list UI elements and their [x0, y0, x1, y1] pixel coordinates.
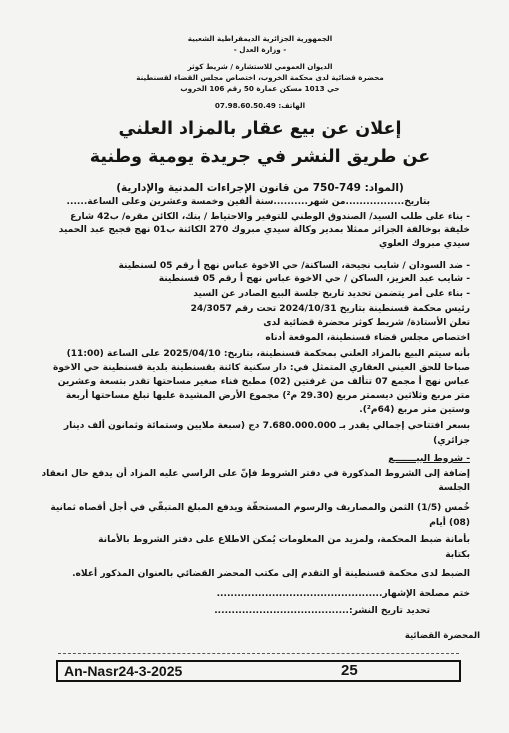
- header-republic: الجمهورية الجزائرية الديمقراطية الشعبية: [187, 34, 333, 43]
- body-line-order-1: - بناء على أمر يتضمن تحديد تاريخ جلسة البيع الصادر عن السيد: [193, 289, 470, 299]
- signature-label: المحضرة القضائية: [404, 631, 480, 641]
- header-phone: الهاتف: 07.98.60.50.49: [214, 101, 306, 110]
- body-line-date: بتاريخ.................من شهر..........سنة ألفين وخمسة وعشرين وعلى الساعة......: [66, 197, 430, 207]
- sale-conditions-heading: - شروط البيـــــــع: [388, 454, 470, 464]
- body-line-sale-4: متر مربع وثلاثين ديسمتر مربع (29.30 م²) مجموع الأرض المشيدة عليها تبلغ مساحتها أربعة: [65, 391, 470, 401]
- legal-reference: (المواد: 749-750 من قانون الإجراءات المدنية والإدارية): [116, 182, 404, 194]
- body-line-defendant-2: - شايب عبد العزيز، الساكن / حي الاخوة عباس نهج أ رقم 05 قسنطينة: [158, 274, 470, 284]
- body-line-sale-1: بأنه سيتم البيع بالمزاد العلني بمحكمة قسنطينة، بتاريخ: 2025/04/10 على الساعة (11:00): [66, 349, 470, 359]
- body-line-conditions-1: إضافة إلى الشروط المذكورة في دفتر الشروط فإنّ على الراسي عليه المزاد أن يدفع حال انعقاد: [41, 469, 470, 479]
- body-line-sale-5: وستين متر مربع (64م²).: [359, 405, 470, 415]
- body-line-applicant-3: سيدي مبروك العلوي: [379, 239, 470, 249]
- body-line-price-1: بسعر افتتاحي إجمالي يقدر بـ 7.680.000.000 دج (سبعة ملايين وستمائة وثمانون ألف دينار: [63, 421, 470, 431]
- body-line-defendant-1: - ضد السودان / شايب نجيحة، الساكنة/ حي الاخوة عباس نهج أ رقم 05 لسنطينة: [118, 261, 470, 271]
- body-line-applicant-1: - بناء على طلب السيد/ الصندوق الوطني للتوفير والاحتياط / بنك، الكائن مقره/ ب42 شارع: [70, 212, 470, 222]
- publication-name: An-Nasr24-3-2025: [64, 663, 183, 679]
- body-line-info-1: بأمانة ضبط المحكمة، ولمزيد من المعلومات يُمكن الاطلاع على دفتر الشروط بالأمانة: [98, 535, 470, 545]
- footer-bar: [56, 660, 461, 682]
- body-line-price-2: جزائري): [433, 436, 470, 446]
- publication-date-line: تحديد تاريخ النشر:.......................................: [214, 606, 430, 616]
- body-line-info-2: بكتابة: [445, 550, 470, 560]
- page-number: 25: [341, 662, 358, 679]
- body-line-conditions-3: خُمس (1/5) الثمن والمصاريف والرسوم المستحقّة ويدفع المبلغ المتبقّي في أجل أقصاه ثمانية: [50, 503, 470, 513]
- body-line-info-3: الضبط لدى محكمة قسنطينة أو التقدم إلى مكتب المحضر القضائي بالعنوان المذكور أعلاه.: [72, 569, 470, 579]
- body-line-bailiff-1: تعلن الأستاذة/ شريط كوثر محضرة قضائية لدى: [263, 318, 470, 328]
- notice-title: إعلان عن بيع عقار بالمزاد العلني: [118, 119, 402, 139]
- body-line-conditions-2: الجلسة: [438, 483, 470, 493]
- notice-subtitle: عن طريق النشر في جريدة يومية وطنية: [89, 147, 431, 167]
- header-address: حي 1013 مسكن عمارة 50 رقم 106 الخروب: [180, 84, 340, 93]
- header-office: الديوان العمومي للاستشارة / شريط كوثر: [187, 62, 333, 71]
- body-line-order-2: رئيس محكمة قسنطينة بتاريخ 2024/10/31 تحت رقم 24/3057: [190, 304, 470, 314]
- body-line-sale-2: صباحا للحق العيني العقاري المتمثل في: دار سكنية كائنة بقسنطينة بلدية قسنطينة حي الاخوة: [52, 363, 470, 373]
- publicity-stamp-line: ختم مصلحة الإشهار................................................: [216, 589, 470, 599]
- body-line-bailiff-2: اختصاص مجلس قضاء قسنطينة، الموقعة أدناه: [265, 333, 470, 343]
- footer-divider: [58, 653, 459, 654]
- header-court: محضرة قضائية لدى محكمة الخروب، اختصاص مجلس القضاء لقسنطينة: [136, 73, 384, 82]
- header-ministry: - وزارة العدل -: [233, 45, 287, 54]
- body-line-applicant-2: خليفة بوخالفة الجزائر ممثلا بمدير وكالة سيدي مبروك 270 الكائنة ب01 نهج فجيج عبد الحميد: [58, 225, 470, 235]
- body-line-sale-3: عباس نهج أ مجمع 07 تتألف من غرفتين (02) مطبخ فناء صغير مساحتها تقدر بتسعة وعشرين: [57, 377, 470, 387]
- body-line-conditions-4: (08) أيام: [429, 518, 470, 528]
